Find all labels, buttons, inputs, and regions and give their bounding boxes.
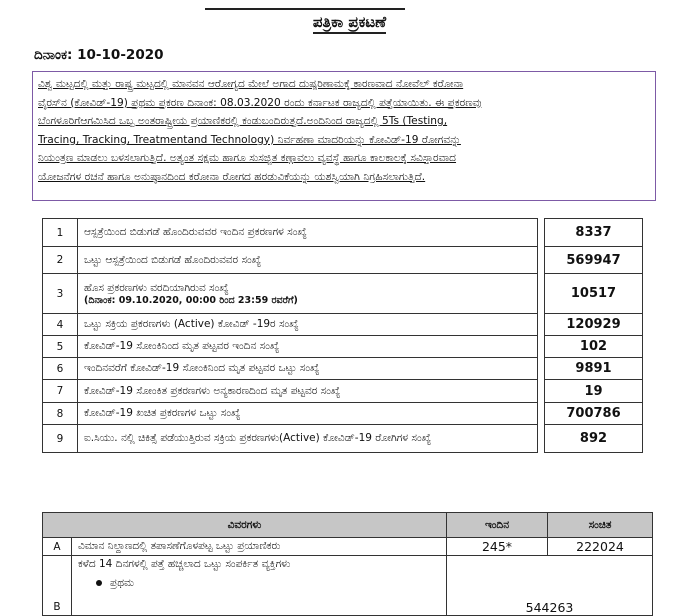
- value-cell: 102: [545, 336, 643, 358]
- serial-cell: 6: [43, 358, 78, 380]
- intro-line: ನಿಯಂತ್ರಣ ಮಾಡಲು ಬಳಸಲಾಗುತ್ತಿದೆ. ಅತ್ಯಂತ ಸಕ್ಷಮ ಹಾಗೂ ಸುಸಜ್ಜಿತ ಕಣ್ಗಾವಲು ವ್ಯವಸ್ಥೆ ಹಾಗೂ ಕಾಲಕಾಲಕ್ಕೆ ಸವಿಸ್ತಾರವಾದ: [38, 152, 457, 165]
- table-row: [43, 336, 643, 358]
- description-cell: ಕೋವಿಡ್-19 ಸೋಂಕಿತ ಪ್ರಕರಣಗಳು ಅನ್ಯಕಾರಣದಿಂದ ಮೃತ ಪಟ್ಟವರ ಸಂಖ್ಯೆ: [78, 380, 538, 403]
- description-cell: ಆಸ್ಪತ್ರೆಯಿಂದ ಬಿಡುಗಡೆ ಹೊಂದಿರುವವರ ಇಂದಿನ ಪ್ರಕರಣಗಳ ಸಂಖ್ಯೆ: [78, 219, 538, 247]
- table-header-row: [43, 513, 653, 538]
- description-cell: ಒಟ್ಟು ಸಕ್ರಿಯ ಪ್ರಕರಣಗಳು (Active) ಕೋವಿಡ್ -19ರ ಸಂಖ್ಯೆ: [78, 314, 538, 336]
- description-cell: ಇಂದಿನವರೆಗೆ ಕೋವಿಡ್-19 ಸೋಂಕಿನಿಂದ ಮೃತ ಪಟ್ಟವರ ಒಟ್ಟು ಸಂಖ್ಯೆ: [78, 358, 538, 380]
- today-header: ಇಂದಿನ: [447, 513, 548, 538]
- intro-paragraph: [32, 71, 656, 201]
- description-cell: [78, 274, 538, 314]
- description-cell: ಒಟ್ಟು ಆಸ್ಪತ್ರೆಯಿಂದ ಬಿಡುಗಡೆ ಹೊಂದಿರುವವರ ಸಂಖ್ಯೆ: [78, 247, 538, 274]
- value-cell: 10517: [545, 274, 643, 314]
- serial-cell: 9: [43, 425, 78, 453]
- table-row: [43, 538, 653, 556]
- value-cell: 120929: [545, 314, 643, 336]
- details-table: [42, 512, 653, 616]
- intro-line: ಬೆಂಗಳೂರಿಗೆಆಗಮಿಸಿದ ಒಬ್ಬ ಅಂತರಾಷ್ಟ್ರೀಯ ಪ್ರಯಾಣಿಕರಲ್ಲಿ ಕಂಡುಬಂದಿರುತ್ತದೆ.ಅಂದಿನಿಂದ ರಾಜ್ಯದಲ್ಲಿ 5Ts (Testing,: [38, 115, 448, 128]
- table-row: [43, 380, 643, 403]
- today-cell: 245*: [447, 538, 548, 556]
- description-cell: [72, 556, 447, 616]
- description-cell: ಕೋವಿಡ್-19 ಸೋಂಕಿನಿಂದ ಮೃತ ಪಟ್ಟವರ ಇಂದಿನ ಸಂಖ್ಯೆ: [78, 336, 538, 358]
- serial-cell: 8: [43, 403, 78, 425]
- table-row: [43, 403, 643, 425]
- value-cell: 892: [545, 425, 643, 453]
- serial-cell: 1: [43, 219, 78, 247]
- intro-line: ವಿಶ್ವ ಮಟ್ಟದಲ್ಲಿ ಮತ್ತು ರಾಷ್ಟ್ರ ಮಟ್ಟದಲ್ಲಿ ಮಾನವನ ಆರೋಗ್ಯದ ಮೇಲೆ ಅಗಾದ ದುಷ್ಪರಿಣಾಮಕ್ಕೆ ಕಾರಣವಾದ ನೋವೆಲ್ ಕರೋನಾ: [38, 78, 464, 90]
- table-row: [43, 314, 643, 336]
- date-line: ದಿನಾಂಕ: 10-10-2020: [34, 47, 164, 63]
- value-cell: 9891: [545, 358, 643, 380]
- serial-cell: B: [43, 556, 72, 616]
- page-title: ಪತ್ರಿಕಾ ಪ್ರಕಟಣೆ: [0, 13, 699, 31]
- bullet-icon: [96, 580, 102, 586]
- top-rule: [205, 0, 405, 10]
- cumulative-header: ಸಂಚಿತ: [548, 513, 653, 538]
- serial-cell: 4: [43, 314, 78, 336]
- description-cell: ಕೋವಿಡ್-19 ಖಚಿತ ಪ್ರಕರಣಗಳ ಒಟ್ಟು ಸಂಖ್ಯೆ: [78, 403, 538, 425]
- serial-cell: 2: [43, 247, 78, 274]
- table-row: [43, 274, 643, 314]
- value-cell: 569947: [545, 247, 643, 274]
- serial-cell: 3: [43, 274, 78, 314]
- intro-line: ಯೋಜನೆಗಳ ರಚನೆ ಹಾಗೂ ಅನುಷ್ಠಾನದಿಂದ ಕರೋನಾ ರೋಗದ ಹರಡುವಿಕೆಯನ್ನು ಯಶಸ್ವಿಯಾಗಿ ನಿಗ್ರಹಿಸಲಾಗುತ್ತಿದೆ.: [38, 170, 426, 183]
- table-row: [43, 425, 643, 453]
- value-cell: 700786: [545, 403, 643, 425]
- intro-line: Tracing, Tracking, Treatmentand Technology) ನಿರ್ವಹಣಾ ಮಾದರಿಯನ್ನು ಕೋವಿಡ್-19 ರೋಗವನ್ನು: [38, 133, 461, 146]
- value-cell: 19: [545, 380, 643, 403]
- stats-table: [42, 218, 643, 453]
- details-header: ವಿವರಗಳು: [43, 513, 447, 538]
- table-row: [43, 358, 643, 380]
- description-cell: ಐ.ಸಿಯು. ನಲ್ಲಿ ಚಿಕಿತ್ಸೆ ಪಡೆಯುತ್ತಿರುವ ಸಕ್ರಿಯ ಪ್ರಕರಣಗಳು(Active) ಕೋವಿಡ್-19 ರೋಗಿಗಳ ಸಂಖ್ಯೆ: [78, 425, 538, 453]
- date-range-note: (ದಿನಾಂಕ: 09.10.2020, 00:00 ರಿಂದ 23:59 ರವರೆಗೆ): [84, 294, 298, 306]
- description-cell: ವಿಮಾನ ನಿಲ್ದಾಣದಲ್ಲಿ ತಪಾಸಣೆಗೊಳಪಟ್ಟ ಒಟ್ಟು ಪ್ರಯಾಣಿಕರು: [72, 538, 447, 556]
- description-text: ಹೊಸ ಪ್ರಕರಣಗಳು ವರದಿಯಾಗಿರುವ ಸಂಖ್ಯೆ: [84, 281, 229, 294]
- cumulative-cell: 222024: [548, 538, 653, 556]
- table-row: [43, 247, 643, 274]
- serial-cell: A: [43, 538, 72, 556]
- description-text: ಕಳೆದ 14 ದಿನಗಳಲ್ಲಿ ಪತ್ತೆ ಹಚ್ಚಲಾದ ಒಟ್ಟು ಸಂಪರ್ಕಿತ ವ್ಯಕ್ತಿಗಳು: [78, 558, 291, 570]
- serial-cell: 7: [43, 380, 78, 403]
- serial-cell: 5: [43, 336, 78, 358]
- value-cell: 8337: [545, 219, 643, 247]
- table-row: [43, 556, 653, 616]
- intro-line: ವೈರಸ್‌ನ (ಕೋವಿಡ್-19) ಪ್ರಥಮ ಪ್ರಕರಣ ದಿನಾಂಕ: 08.03.2020 ರಂದು ಕರ್ನಾಟಕ ರಾಜ್ಯದಲ್ಲಿ ಪತ್ತೆಯಾಯಿತು. ಈ ಪ್ರಕರಣವು: [38, 96, 482, 109]
- table-row: [43, 219, 643, 247]
- cumulative-cell: 544263: [447, 556, 653, 616]
- bullet-item: [78, 577, 440, 590]
- bullet-label: ಪ್ರಥಮ: [110, 577, 134, 589]
